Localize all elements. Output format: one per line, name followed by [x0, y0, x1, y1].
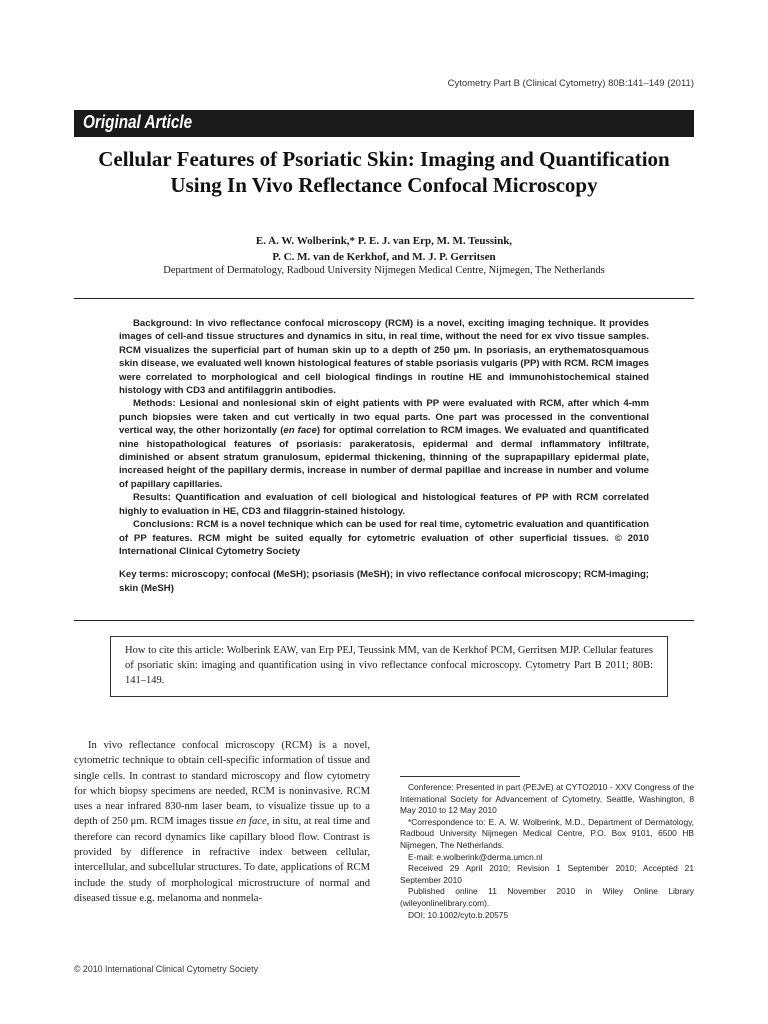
abstract-top-rule: [74, 298, 694, 299]
footnote-email: E-mail: e.wolberink@derma.umcn.nl: [408, 851, 543, 862]
intro-paragraph: In vivo reflectance confocal microscopy (RCM) is a novel, cytometric technique to obtain cell-specific information of tissue and single cells. In contrast to standard microscopy and flow cytometry for which biopsy specimens are needed, RCM is noninvasive. RCM uses a near infrared 830-nm laser beam, to visualize tissue up to a depth of 250 μm. RCM images tissue en face, in situ, at real time and therefore can record dynamics like capillary blood flow. Contrast is provided by difference in refractive index between cellular, intercellular, and subcellular structures. To date, applications of RCM include the study of morphological microstructure of normal and diseased tissue e.g. melanoma and nonmela-: [74, 740, 370, 904]
authors-line-2: P. C. M. van de Kerkhof, and M. J. P. Gerritsen: [272, 251, 496, 263]
citation-box: How to cite this article: Wolberink EAW, van Erp PEJ, Teussink MM, van de Kerkhof PCM, Gerritsen MJP. Cellular features of psoriatic skin: imaging and quantification using in vivo reflectance confocal microscopy. Cytometry Part B 2011; 80B: 141–149.: [110, 636, 668, 697]
footnote-doi: DOI: 10.1002/cyto.b.20575: [408, 909, 509, 920]
author-list: [74, 233, 694, 265]
footnote-correspondence: *Correspondence to: E. A. W. Wolberink, M.D., Department of Dermatology, Radboud University Nijmegen Medical Centre, P.O. Box 9101, 6500 HB Nijmegen, The Netherlands.: [400, 816, 694, 850]
footnote-rule: [400, 776, 520, 777]
abstract-bottom-rule: [74, 620, 694, 621]
footnote-conference: Conference: Presented in part (PEJvE) at CYTO2010 - XXV Congress of the International Society for Advancement of Cytometry, Seattle, Washington, 8 May 2010 to 12 May 2010: [400, 782, 694, 816]
abstract-background: Background: In vivo reflectance confocal microscopy (RCM) is a novel, exciting imaging technique. It provides images of cell-and tissue structures and dynamics in situ, in real time, without the need for ex vivo tissue samples. RCM visualizes the superficial part of human skin up to a depth of 250 μm. In psoriasis, an erythematosquamous skin disease, we evaluated well known histological features of stable psoriasis vulgaris (PP) with RCM. RCM images were correlated to morphological and cell biological findings in routine HE and immunohistochemical stained histology with CD3 and antifilaggrin antibodies.: [119, 318, 649, 397]
abstract-results: Results: Quantification and evaluation of cell biological and histological features of PP with RCM correlated highly to evaluation in HE, CD3 and filaggrin-stained histology.: [119, 492, 649, 517]
abstract-methods: Methods: Lesional and nonlesional skin of eight patients with PP were evaluated with RCM, after which 4-mm punch biopsies were taken and cut vertically in two equal parts. One part was processed in the conventional vertical way, the other horizontally (en face) for optimal correlation to RCM images. We evaluated and quantificated nine histopathological features of psoriasis: parakeratosis, epidermal and dermal inflammatory infiltrate, diminished or absent stratum granulosum, epidermal thickening, thinning of the suprapapillary epidermal plate, increased height of the papillary dermis, increase in number of dermal papillae and increase in number and volume of papillary capillaries.: [119, 398, 649, 490]
key-terms: Key terms: microscopy; confocal (MeSH); psoriasis (MeSH); in vivo reflectance confocal microscopy; RCM-imaging; skin (MeSH): [119, 569, 649, 594]
footnotes: [400, 782, 694, 921]
article-title: Cellular Features of Psoriatic Skin: Imaging and Quantification Using In Vivo Reflectance Confocal Microscopy: [98, 147, 670, 197]
footnote-published: Published online 11 November 2010 in Wiley Online Library (wileyonlinelibrary.com).: [400, 886, 694, 908]
affiliation: Department of Dermatology, Radboud University Nijmegen Medical Centre, Nijmegen, The Netherlands: [163, 265, 605, 276]
section-label: Original Article: [83, 112, 193, 132]
body-text: [74, 738, 370, 906]
authors-line-1: E. A. W. Wolberink,* P. E. J. van Erp, M. M. Teussink,: [255, 235, 513, 247]
page-footer-copyright: © 2010 International Clinical Cytometry Society: [74, 964, 258, 974]
journal-reference: Cytometry Part B (Clinical Cytometry) 80B:141–149 (2011): [447, 78, 694, 89]
abstract: [119, 317, 649, 595]
footnote-received: Received 29 April 2010; Revision 1 September 2010; Accepted 21 September 2010: [400, 863, 694, 885]
abstract-conclusions: Conclusions: RCM is a novel technique which can be used for real time, cytometric evaluation and quantification of PP features. RCM might be suited equally for cytometric evaluation of other superficial tissues. © 2010 International Clinical Cytometry Society: [119, 519, 649, 557]
section-banner: [74, 110, 694, 137]
